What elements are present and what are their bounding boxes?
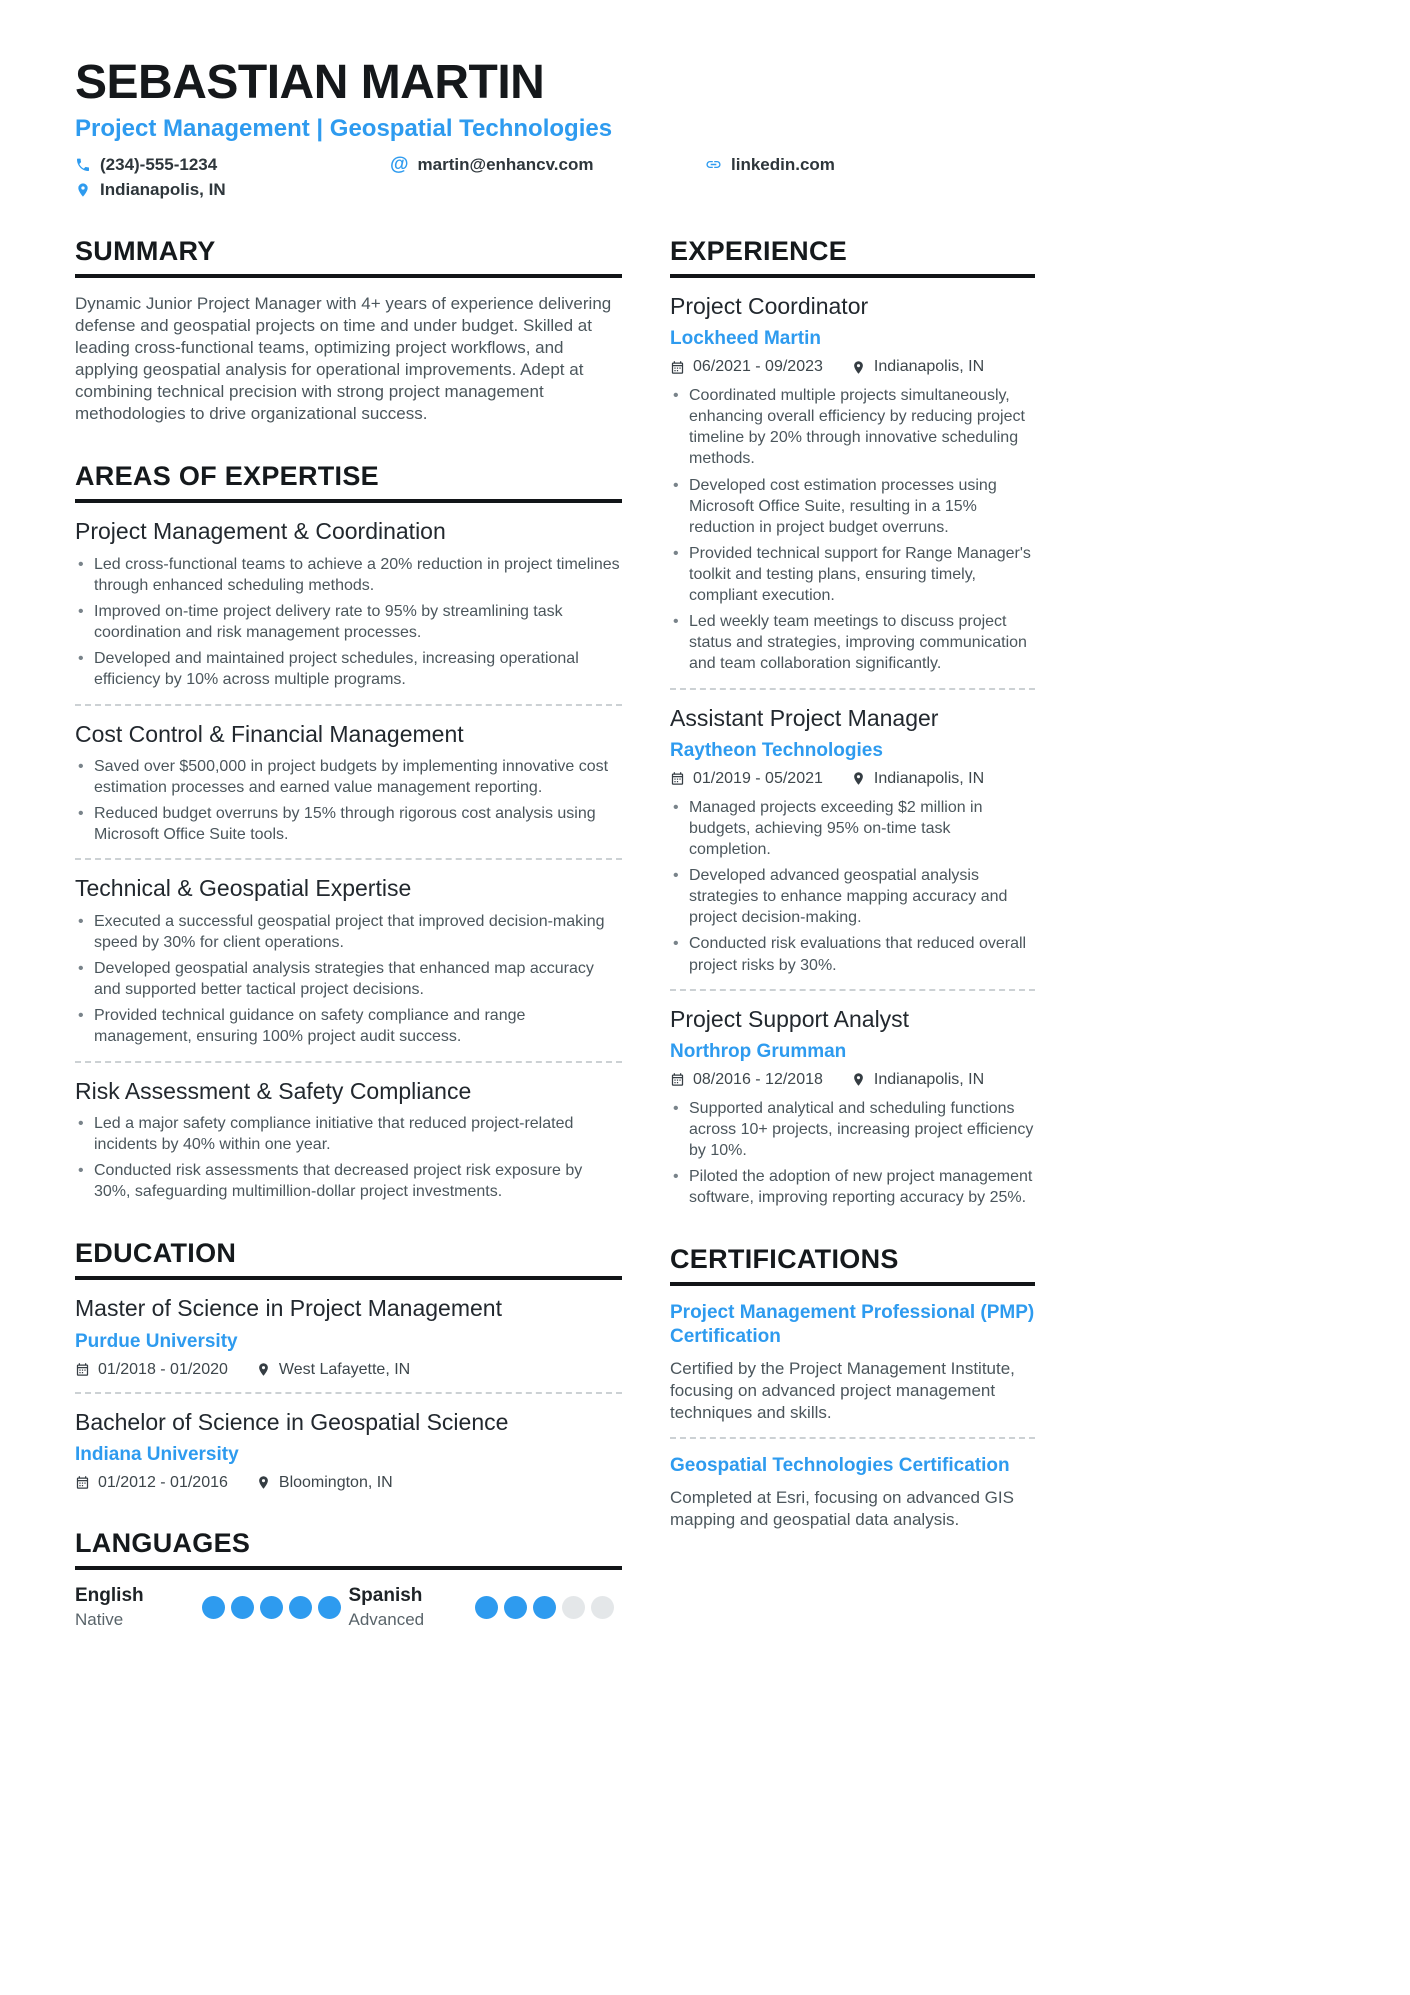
degree-title: Master of Science in Project Management — [75, 1295, 502, 1322]
school-name: Purdue University — [75, 1330, 238, 1352]
bullet-item: • Piloted the adoption of new project management software, improving reporting accuracy by 25%. — [670, 1166, 1035, 1208]
certifications-heading: CERTIFICATIONS — [670, 1244, 1035, 1286]
certification-title: Project Management Professional (PMP) Certification — [670, 1302, 1035, 1348]
location-icon — [851, 360, 866, 375]
certification-item — [670, 1454, 1035, 1531]
bullet-item: • Saved over $500,000 in project budgets by implementing innovative cost estimation processes and earned value management reporting. — [75, 756, 622, 798]
link-contact[interactable] — [705, 155, 1035, 175]
expertise-group — [75, 721, 622, 846]
expertise-bullets — [75, 756, 622, 845]
expertise-group — [75, 875, 622, 1047]
date-text: 08/2016 - 12/2018 — [693, 1070, 823, 1088]
education-meta — [75, 1361, 622, 1379]
location-meta — [851, 770, 984, 788]
date-text: 01/2012 - 01/2016 — [98, 1473, 228, 1491]
proficiency-dot — [504, 1596, 527, 1619]
language-name: Spanish — [348, 1584, 423, 1606]
section-experience — [670, 236, 1035, 1209]
date-text: 01/2019 - 05/2021 — [693, 769, 823, 787]
bullet-item: • Supported analytical and scheduling functions across 10+ projects, increasing project efficiency by 10%. — [670, 1098, 1035, 1161]
bullet-item: • Developed cost estimation processes using Microsoft Office Suite, resulting in a 15% reduction in project budget overruns. — [670, 475, 1035, 538]
dashed-divider — [75, 1061, 622, 1063]
expertise-group-title: Project Management & Coordination — [75, 518, 446, 545]
bullet-item: • Led cross-functional teams to achieve a 20% reduction in project timelines through enhanced scheduling methods. — [75, 554, 622, 596]
proficiency-dot — [260, 1596, 283, 1619]
dashed-divider — [670, 989, 1035, 991]
certification-description: Completed at Esri, focusing on advanced GIS mapping and geospatial data analysis. — [670, 1487, 1014, 1530]
location-contact — [75, 180, 390, 200]
location-text: Indianapolis, IN — [873, 358, 985, 376]
expertise-group — [75, 518, 622, 690]
location-text: Indianapolis, IN — [100, 179, 226, 199]
phone-number: (234)-555-1234 — [100, 154, 218, 174]
calendar-icon — [670, 1072, 685, 1087]
certification-description: Certified by the Project Management Institute, focusing on advanced project management techniques and skills. — [670, 1358, 1015, 1423]
person-name: SEBASTIAN MARTIN — [75, 56, 545, 109]
section-certifications — [670, 1244, 1035, 1531]
proficiency-dot — [533, 1596, 556, 1619]
resume-header — [75, 58, 1410, 200]
experience-bullets — [670, 385, 1035, 674]
bullet-item: • Provided technical support for Range Manager's toolkit and testing plans, ensuring timely, compliant execution. — [670, 543, 1035, 606]
proficiency-dot — [318, 1596, 341, 1619]
phone-icon — [75, 157, 91, 173]
location-meta — [256, 1361, 410, 1379]
language-dots — [475, 1596, 614, 1619]
experience-bullets — [670, 1098, 1035, 1209]
bullet-item: • Reduced budget overruns by 15% through rigorous cost analysis using Microsoft Office Suite tools. — [75, 803, 622, 845]
dashed-divider — [75, 1392, 622, 1394]
section-summary — [75, 236, 622, 426]
expertise-group-title: Cost Control & Financial Management — [75, 720, 464, 747]
proficiency-dot — [591, 1596, 614, 1619]
experience-meta — [670, 358, 1035, 376]
expertise-heading: AREAS OF EXPERTISE — [75, 461, 622, 503]
company-name: Lockheed Martin — [670, 328, 821, 350]
date-range — [670, 1071, 823, 1089]
location-meta — [256, 1474, 393, 1492]
education-meta — [75, 1474, 622, 1492]
proficiency-dot — [289, 1596, 312, 1619]
education-item — [75, 1295, 622, 1378]
language-level: Native — [75, 1609, 124, 1629]
experience-bullets — [670, 797, 1035, 976]
location-icon — [75, 182, 91, 198]
location-icon — [851, 1072, 866, 1087]
date-text: 06/2021 - 09/2023 — [693, 358, 823, 376]
expertise-group-title: Technical & Geospatial Expertise — [75, 875, 412, 902]
phone-contact — [75, 155, 390, 175]
education-item — [75, 1409, 622, 1492]
date-range — [75, 1474, 228, 1492]
location-icon — [256, 1362, 271, 1377]
bullet-item: • Led weekly team meetings to discuss project status and strategies, improving communication and team collaboration significantly. — [670, 611, 1035, 674]
bullet-item: • Improved on-time project delivery rate to 95% by streamlining task coordination and risk management processes. — [75, 601, 622, 643]
bullet-item: • Executed a successful geospatial project that improved decision-making speed by 30% for client operations. — [75, 911, 622, 953]
expertise-bullets — [75, 1113, 622, 1202]
dashed-divider — [670, 688, 1035, 690]
bullet-item: • Provided technical guidance on safety compliance and range management, ensuring 100% project audit success. — [75, 1005, 622, 1047]
bullet-item: • Developed and maintained project schedules, increasing operational efficiency by 10% across multiple programs. — [75, 648, 622, 690]
company-name: Raytheon Technologies — [670, 740, 883, 761]
dashed-divider — [75, 858, 622, 860]
calendar-icon — [75, 1362, 90, 1377]
date-range — [670, 770, 823, 788]
expertise-group-title: Risk Assessment & Safety Compliance — [75, 1077, 472, 1104]
summary-text: Dynamic Junior Project Manager with 4+ years of experience delivering defense and geospatial projects on time and under budget. Skilled at leading cross-functional teams, optimizing project workflows, and applying geospatial analysis for operational improvements. Adept at combining technical precision with strong project management methodologies to drive organizational success. — [75, 293, 612, 424]
language-item — [349, 1585, 615, 1630]
expertise-bullets — [75, 554, 622, 691]
experience-meta — [670, 1071, 1035, 1089]
bullet-item: • Developed geospatial analysis strategies that enhanced map accuracy and supported better tactical project decisions. — [75, 958, 622, 1000]
location-icon — [851, 771, 866, 786]
at-icon: @ — [390, 154, 409, 176]
proficiency-dot — [562, 1596, 585, 1619]
experience-meta — [670, 770, 1035, 788]
company-name: Northrop Grumman — [670, 1041, 847, 1063]
email-address[interactable]: martin@enhancv.com — [417, 154, 594, 174]
summary-heading: SUMMARY — [75, 236, 622, 278]
school-name: Indiana University — [75, 1444, 239, 1466]
location-meta — [851, 358, 984, 376]
languages-heading: LANGUAGES — [75, 1528, 622, 1570]
calendar-icon — [75, 1475, 90, 1490]
certification-item — [670, 1301, 1035, 1424]
experience-item — [670, 705, 1035, 976]
bullet-item: • Developed advanced geospatial analysis strategies to enhance mapping accuracy and project decision-making. — [670, 865, 1035, 928]
job-role: Project Coordinator — [670, 292, 869, 319]
degree-title: Bachelor of Science in Geospatial Science — [75, 1408, 509, 1435]
calendar-icon — [670, 360, 685, 375]
bullet-item: • Coordinated multiple projects simultaneously, enhancing overall efficiency by reducing project timeline by 20% through innovative scheduling methods. — [670, 385, 1035, 469]
dashed-divider — [75, 704, 622, 706]
bullet-item: • Managed projects exceeding $2 million in budgets, achieving 95% on-time task completion. — [670, 797, 1035, 860]
person-headline: Project Management | Geospatial Technologies — [75, 114, 613, 142]
proficiency-dot — [475, 1596, 498, 1619]
link-icon — [705, 156, 722, 173]
section-expertise — [75, 461, 622, 1202]
experience-item — [670, 1006, 1035, 1209]
section-languages — [75, 1528, 622, 1630]
location-text: Bloomington, IN — [278, 1473, 393, 1491]
linkedin-link[interactable]: linkedin.com — [731, 154, 835, 174]
contact-row — [75, 155, 1035, 200]
section-education — [75, 1238, 622, 1491]
proficiency-dot — [202, 1596, 225, 1619]
bullet-item: • Conducted risk evaluations that reduced overall project risks by 30%. — [670, 933, 1035, 975]
location-text: West Lafayette, IN — [278, 1360, 411, 1378]
language-item — [75, 1585, 341, 1630]
location-text: Indianapolis, IN — [873, 1070, 985, 1088]
expertise-group — [75, 1078, 622, 1203]
languages-row — [75, 1585, 622, 1630]
experience-item — [670, 293, 1035, 675]
language-name: English — [75, 1584, 144, 1606]
date-range — [75, 1361, 228, 1379]
expertise-bullets — [75, 911, 622, 1048]
calendar-icon — [670, 771, 685, 786]
job-role: Assistant Project Manager — [670, 704, 939, 731]
language-level: Advanced — [348, 1609, 425, 1629]
location-icon — [256, 1475, 271, 1490]
experience-heading: EXPERIENCE — [670, 236, 1035, 278]
date-range — [670, 358, 823, 376]
date-text: 01/2018 - 01/2020 — [98, 1360, 228, 1378]
location-text: Indianapolis, IN — [873, 769, 985, 787]
proficiency-dot — [231, 1596, 254, 1619]
location-meta — [851, 1071, 984, 1089]
language-dots — [202, 1596, 341, 1619]
bullet-item: • Led a major safety compliance initiative that reduced project-related incidents by 40% within one year. — [75, 1113, 622, 1155]
dashed-divider — [670, 1437, 1035, 1439]
certification-title: Geospatial Technologies Certification — [670, 1455, 1010, 1477]
bullet-item: • Conducted risk assessments that decreased project risk exposure by 30%, safeguarding multimillion-dollar project investments. — [75, 1160, 622, 1202]
job-role: Project Support Analyst — [670, 1005, 910, 1032]
email-contact[interactable] — [390, 155, 705, 175]
education-heading: EDUCATION — [75, 1238, 622, 1280]
